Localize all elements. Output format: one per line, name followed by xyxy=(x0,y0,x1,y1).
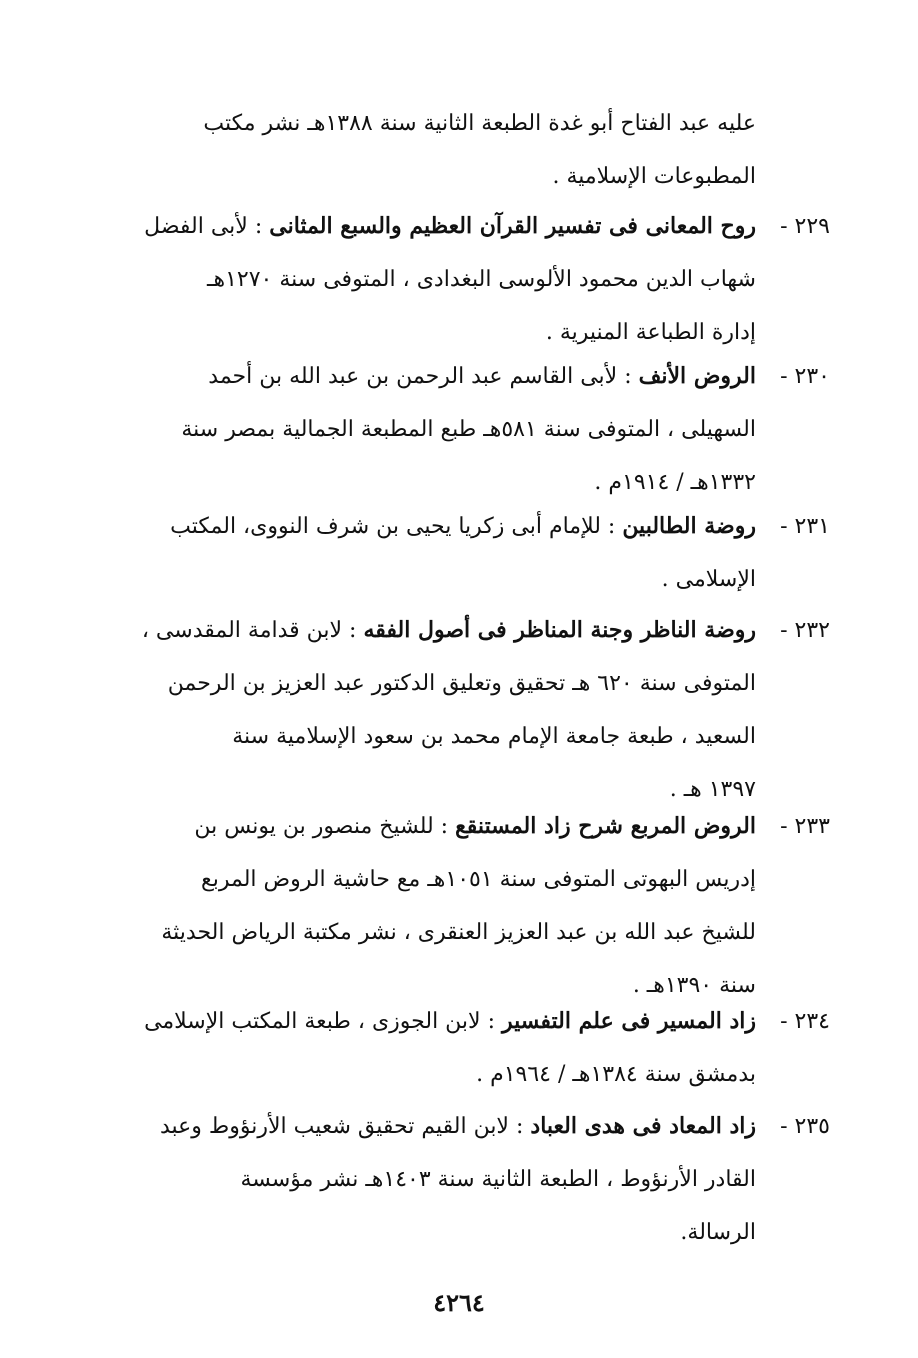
entry-231 xyxy=(150,500,830,606)
entry-first-line-rest: : لابن القيم تحقيق شعيب الأرنؤوط وعبد xyxy=(159,1114,531,1139)
entry-number: ٢٣٠ - xyxy=(780,364,830,389)
entry-line: للشيخ عبد الله بن عبد العزيز العنقرى ، نشر مكتبة الرياض الحديثة xyxy=(161,920,756,945)
entry-234 xyxy=(144,995,830,1101)
entry-line: القادر الأرنؤوط ، الطبعة الثانية سنة ١٤٠٣هـ نشر مؤسسة xyxy=(240,1167,756,1192)
entry-line: إدريس البهوتى المتوفى سنة ١٠٥١هـ مع حاشية الروض المربع xyxy=(201,867,756,892)
entry-line: المتوفى سنة ٦٢٠ هـ تحقيق وتعليق الدكتور عبد العزيز بن الرحمن xyxy=(167,671,756,696)
entry-first-line xyxy=(141,604,830,657)
entry-first-line-rest: : للإمام أبى زكريا يحيى بن شرف النووى، المكتب xyxy=(170,514,623,539)
entry-number: ٢٣٣ - xyxy=(780,814,830,839)
entry-line: سنة ١٣٩٠هـ . xyxy=(632,973,756,998)
entry-line: السهيلى ، المتوفى سنة ٥٨١هـ طبع المطبعة الجمالية بمصر سنة xyxy=(181,417,756,442)
entry-line: الإسلامى . xyxy=(661,567,756,592)
entry-title: الروض المربع شرح زاد المستنقع xyxy=(455,813,756,839)
entry-line: ١٣٩٧ هـ . xyxy=(669,777,756,802)
entry-number: ٢٣١ - xyxy=(780,514,830,539)
entry-number: ٢٣٢ - xyxy=(780,618,830,643)
entry-first-line xyxy=(150,500,830,553)
entry-title: زاد المسير فى علم التفسير xyxy=(502,1008,756,1034)
entry-229 xyxy=(144,200,830,359)
entry-230 xyxy=(150,350,830,509)
entry-number: ٢٣٤ - xyxy=(780,1009,830,1034)
entry-title: روضة الناظر وجنة المناظر فى أصول الفقه xyxy=(363,617,756,643)
entry-first-line xyxy=(150,800,830,853)
entry-line: شهاب الدين محمود الألوسى البغدادى ، المتوفى سنة ١٢٧٠هـ xyxy=(207,267,756,292)
entry-first-line xyxy=(150,350,830,403)
entry-first-line-rest: : لابن الجوزى ، طبعة المكتب الإسلامى xyxy=(144,1009,502,1034)
entry-title: الروض الأنف xyxy=(638,363,756,389)
entry-line: إدارة الطباعة المنيرية . xyxy=(545,320,756,345)
entry-number: ٢٣٥ - xyxy=(780,1114,830,1139)
entry-first-line-rest: : لأبى الفضل xyxy=(144,214,270,239)
entry-235 xyxy=(150,1100,830,1259)
entry-line: عليه عبد الفتاح أبو غدة الطبعة الثانية سنة ١٣٨٨هـ نشر مكتب xyxy=(203,111,756,136)
entry-title: روح المعانى فى تفسير القرآن العظيم والسبع المثانى xyxy=(269,213,756,239)
entry-line: ١٣٣٢هـ / ١٩١٤م . xyxy=(594,470,756,495)
entry-232 xyxy=(141,604,830,816)
page-number: ٤٢٦٤ xyxy=(433,1288,485,1317)
entry-line: الرسالة. xyxy=(680,1220,756,1245)
entry-title: زاد المعاد فى هدى العباد xyxy=(530,1113,756,1139)
entry-first-line-rest: : لأبى القاسم عبد الرحمن بن عبد الله بن أحمد xyxy=(208,364,639,389)
entry-first-line xyxy=(150,1100,830,1153)
entry-title: روضة الطالبين xyxy=(622,513,756,539)
entry-first-line-rest: : لابن قدامة المقدسى ، xyxy=(141,618,364,643)
entry-continuation xyxy=(150,97,830,203)
entry-number: ٢٢٩ - xyxy=(780,214,830,239)
entry-line: السعيد ، طبعة جامعة الإمام محمد بن سعود الإسلامية سنة xyxy=(232,724,756,749)
entry-first-line xyxy=(144,995,830,1048)
entry-first-line-rest: : للشيخ منصور بن يونس بن xyxy=(194,814,456,839)
entry-233 xyxy=(150,800,830,1012)
entry-line: المطبوعات الإسلامية . xyxy=(552,164,756,189)
entry-line: بدمشق سنة ١٣٨٤هـ / ١٩٦٤م . xyxy=(476,1062,756,1087)
entry-first-line xyxy=(144,200,830,253)
